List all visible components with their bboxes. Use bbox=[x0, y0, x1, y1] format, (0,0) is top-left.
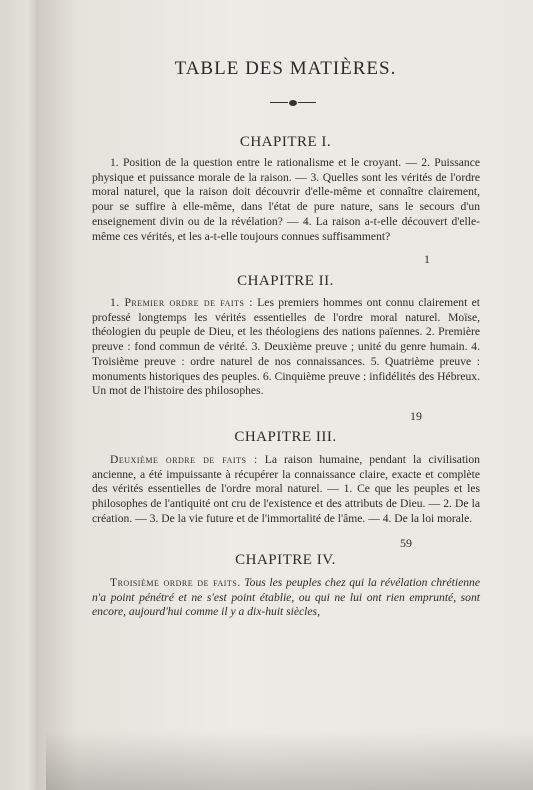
order-label: Troisième ordre de faits. bbox=[110, 576, 241, 589]
summary-text: Les premiers hommes ont connu clairement et professé longtemps les vérités essentielles de l'ordre moral naturel. Moïse, théologien du peuple de Dieu, et les théologiens des nations païennes. 2. Première preuve : fond commun de vérité. 3. Deuxième preuve ; unité du genre humain. 4. Troisième preuve : ordre naturel de nos connaissances. 5. Quatrième preuve : monuments historiques des peuples. 6. Cinquième preuve : infidélités des Hébreux. Un mot de l'histoire des philosophes. bbox=[92, 296, 480, 398]
order-label: 1. Premier ordre de faits : bbox=[110, 296, 253, 309]
summary-text: La raison humaine, pendant la civilisation ancienne, a été impuissante à récupérer la connaissance claire, exacte et complète des vérités essentielles de l'ordre moral naturel. — 1. Ce que les peuples et les philosophes de l'antiquité ont cru de l'existence et des attributs de Dieu. — 2. De la création. — 3. De la vie future et de l'immortalité de l'âme. — 4. De la loi morale. bbox=[92, 453, 480, 525]
chapter-summary bbox=[92, 453, 480, 527]
page-number: 59 bbox=[400, 536, 412, 550]
chapter-summary bbox=[92, 296, 480, 399]
chapter-summary: 1. Position de la question entre le rationalisme et le croyant. — 2. Puissance physique et puissance morale de la raison. — 3. Quelles sont les vérités de l'ordre moral naturel, que la raison doit découvrir d'elle-même et connaître clairement, pour se suffire à elle-même, dans l'état de pure nature, sans le secours d'un enseignement divin ou de la révélation? — 4. La raison a-t-elle découvert d'elle-même ces vérités, et les a-t-elle toujours connues suffisamment? bbox=[92, 156, 480, 243]
summary-text: Tous les peuples chez qui la révélation chrétienne n'a point pénétré et ne s'est point établie, ou qui ne lui ont rien emprunté, sont encore, aujourd'hui comme il y a dix-huit siècles, bbox=[92, 576, 480, 619]
page-number: 19 bbox=[410, 409, 422, 423]
chapter-heading: CHAPITRE II. bbox=[237, 273, 334, 289]
chapter-summary bbox=[92, 576, 480, 620]
book-page bbox=[38, 0, 533, 790]
chapter-heading: CHAPITRE IV. bbox=[235, 552, 336, 568]
ornament-divider bbox=[270, 100, 316, 106]
chapter-heading: CHAPITRE I. bbox=[239, 134, 332, 150]
chapter-heading: CHAPITRE III. bbox=[234, 429, 337, 445]
page-title: TABLE DES MATIÈRES. bbox=[174, 58, 397, 79]
page-number: 1 bbox=[424, 252, 430, 266]
order-label: Deuxième ordre de faits : bbox=[110, 453, 258, 466]
